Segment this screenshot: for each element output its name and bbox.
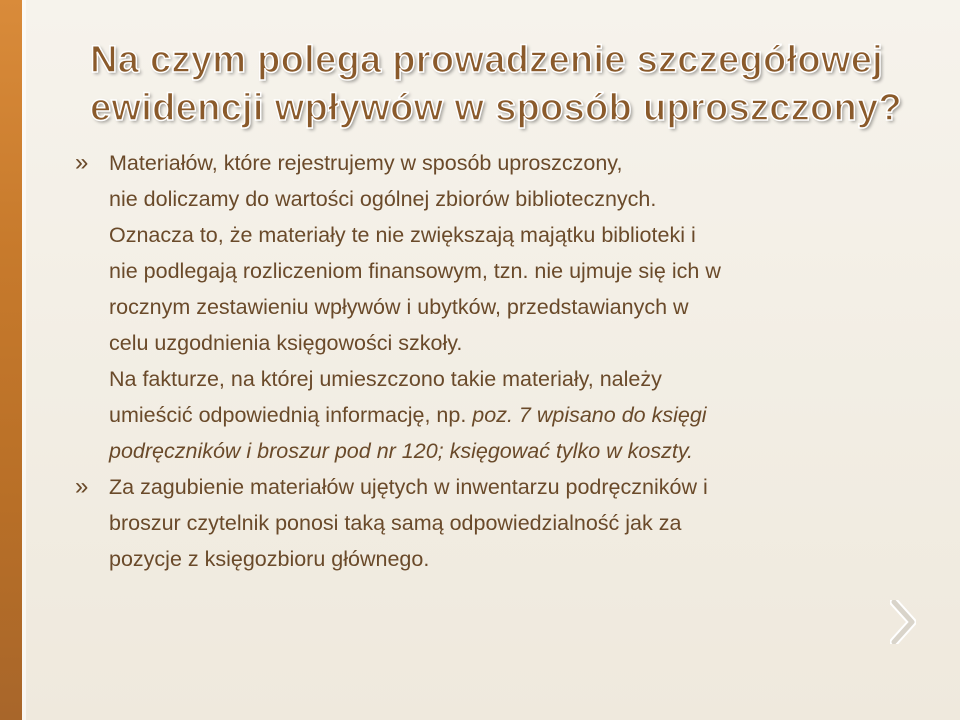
title-line-1: Na czym polega prowadzenie szczegółowej bbox=[90, 39, 884, 81]
bullet-text-2 bbox=[109, 469, 890, 577]
bullet-text-1 bbox=[109, 145, 890, 469]
bullet-1-line-6: celu uzgodnienia księgowości szkoły. bbox=[109, 331, 463, 355]
bullet-1-line-8-italic: poz. 7 wpisano do księgi bbox=[466, 403, 707, 427]
bullet-marker: » bbox=[75, 473, 89, 500]
title-line-2: ewidencji wpływów w sposób uproszczony? bbox=[90, 87, 902, 129]
bullet-1-line-2: nie doliczamy do wartości ogólnej zbiorów bibliotecznych. bbox=[109, 187, 657, 211]
slide-title bbox=[90, 36, 910, 132]
bullet-1-line-8 bbox=[109, 397, 890, 433]
bullet-1-line-9: podręczników i broszur pod nr 120; księgować tylko w koszty. bbox=[109, 439, 693, 463]
slide-content bbox=[75, 145, 890, 577]
bullet-item-2 bbox=[75, 469, 890, 577]
bullet-2-line-2: broszur czytelnik ponosi taką samą odpowiedzialność jak za bbox=[109, 511, 682, 535]
bullet-1-line-8-regular: umieścić odpowiednią informację, np. bbox=[109, 403, 467, 427]
bullet-item-1 bbox=[75, 145, 890, 469]
bullet-1-line-5: rocznym zestawieniu wpływów i ubytków, przedstawianych w bbox=[109, 295, 689, 319]
bullet-1-line-1: Materiałów, które rejestrujemy w sposób uproszczony, bbox=[109, 151, 623, 175]
bullet-2-line-1: Za zagubienie materiałów ujętych w inwentarzu podręczników i bbox=[109, 475, 708, 499]
bullet-1-line-7: Na fakturze, na której umieszczono takie materiały, należy bbox=[109, 367, 662, 391]
bullet-1-line-4: nie podlegają rozliczeniom finansowym, tzn. nie ujmuje się ich w bbox=[109, 259, 721, 283]
accent-bar bbox=[0, 0, 22, 720]
bullet-2-line-3: pozycje z księgozbioru głównego. bbox=[109, 547, 430, 571]
bullet-1-line-3: Oznacza to, że materiały te nie zwiększają majątku biblioteki i bbox=[109, 223, 696, 247]
accent-bar-highlight bbox=[22, 0, 26, 720]
bullet-marker: » bbox=[75, 149, 89, 176]
chevron-right-icon[interactable] bbox=[890, 600, 916, 644]
